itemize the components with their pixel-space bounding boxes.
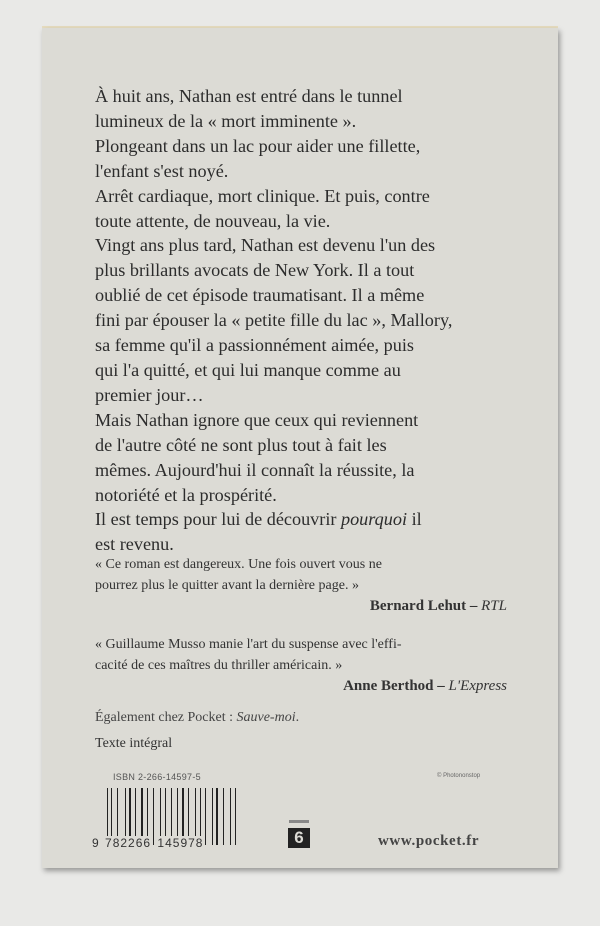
barcode-bar	[235, 788, 236, 845]
also-title: Sauve-moi	[236, 710, 296, 725]
blurb-line	[95, 507, 535, 532]
quote-line: cacité de ces maîtres du thriller américain. »	[95, 658, 343, 673]
blurb-line: qui l'a quitté, et qui lui manque comme au	[95, 359, 401, 380]
barcode-bar	[221, 788, 222, 845]
blurb-line: mêmes. Aujourd'hui il connaît la réussite, la	[95, 459, 415, 480]
also-label: Également chez Pocket :	[95, 710, 237, 725]
quote-line: « Ce roman est dangereux. Une fois ouvert vous ne	[95, 557, 382, 572]
barcode-bar	[208, 788, 209, 845]
blurb-line: notoriété et la prospérité.	[95, 484, 277, 505]
blurb-line: À huit ans, Nathan est entré dans le tunnel	[95, 86, 403, 106]
quote-attribution	[95, 596, 507, 617]
also-by	[95, 710, 299, 726]
barcode-bar	[216, 788, 218, 845]
integral-text: Texte intégral	[95, 736, 173, 751]
barcode-bar	[223, 788, 224, 845]
quote-line: pourrez plus le quitter avant la dernière page. »	[95, 578, 359, 593]
blurb-line: fini par épouser la « petite fille du lac », Mallory,	[95, 310, 453, 331]
barcode-bar	[214, 788, 215, 845]
blurb-line: oublié de cet épisode traumatisant. Il a même	[95, 285, 425, 306]
blurb-line: est revenu.	[95, 534, 174, 555]
price-code-logo: 6	[288, 828, 310, 848]
barcode-bar	[205, 788, 206, 845]
blurb-line: Mais Nathan ignore que ceux qui reviennent	[95, 409, 419, 430]
barcode-bar	[225, 788, 226, 845]
blurb-line: l'enfant s'est noyé.	[95, 160, 229, 181]
quote-source: RTL	[481, 598, 507, 614]
isbn: ISBN 2-266-14597-5	[113, 772, 201, 782]
blurb-line: plus brillants avocats de New York. Il a tout	[95, 260, 415, 281]
ean-number	[92, 836, 204, 850]
barcode-bar	[212, 788, 213, 845]
blurb-line: premier jour…	[95, 384, 204, 405]
quote-attribution	[95, 676, 507, 697]
ean-first: 9	[92, 836, 100, 850]
blurb	[95, 84, 535, 557]
blurb-line: Plongeant dans un lac pour aider une fillette,	[95, 135, 421, 156]
blurb-line: Arrêt cardiaque, mort clinique. Et puis, contre	[95, 185, 430, 206]
quote-line: « Guillaume Musso manie l'art du suspense avec l'effi-	[95, 637, 402, 652]
photo-credit: © Photononstop	[437, 773, 481, 779]
also-end: .	[295, 710, 300, 725]
barcode-bar	[238, 788, 239, 845]
quote-source: L'Express	[448, 678, 507, 694]
blurb-line: de l'autre côté ne sont plus tout à fait les	[95, 434, 387, 455]
quote-author: Anne Berthod –	[343, 678, 449, 694]
blurb-italic: pourquoi	[340, 509, 408, 530]
quote-author: Bernard Lehut –	[369, 598, 482, 614]
blurb-line: lumineux de la « mort imminente ».	[95, 110, 357, 131]
blurb-line: toute attente, de nouveau, la vie.	[95, 210, 331, 231]
blurb-text: Il est temps pour lui de découvrir	[95, 509, 341, 530]
price-code-label	[289, 820, 309, 823]
review-quote-1	[95, 554, 507, 617]
barcode-bar	[231, 788, 232, 845]
publisher-url: www.pocket.fr	[378, 833, 480, 849]
blurb-text: il	[407, 509, 422, 530]
barcode-bar	[230, 788, 231, 845]
blurb-line: Vingt ans plus tard, Nathan est devenu l'un des	[95, 235, 436, 256]
blurb-line: sa femme qu'il a passionnément aimée, puis	[95, 335, 414, 356]
ean-left: 782266	[105, 836, 152, 850]
review-quote-2	[95, 634, 507, 697]
ean-right: 145978	[157, 836, 204, 850]
